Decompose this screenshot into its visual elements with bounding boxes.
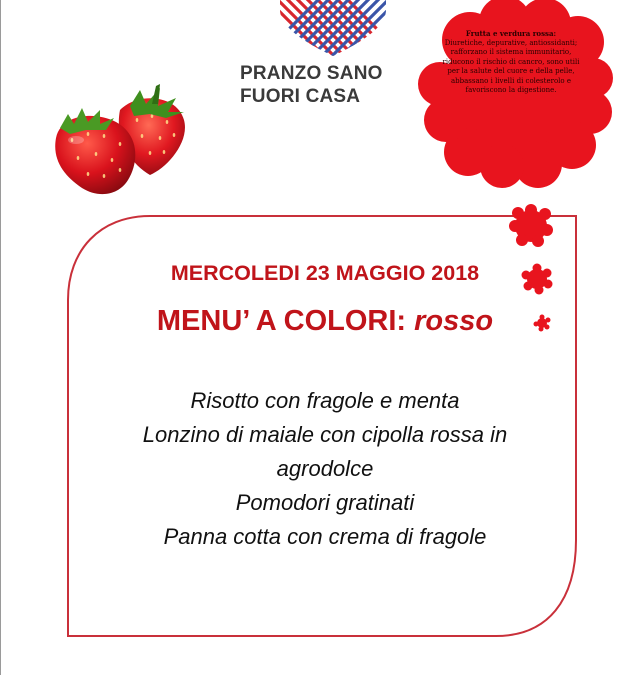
logo-line-2: FUORI CASA xyxy=(240,86,361,107)
heart-grid-logo-icon xyxy=(278,0,388,56)
info-cloud-text xyxy=(442,29,580,96)
dish-item: Risotto con fragole e menta xyxy=(190,388,460,413)
page-left-edge xyxy=(0,0,1,675)
dish-item: agrodolce xyxy=(276,456,374,481)
info-cloud-body: Diuretiche, depurative, antiossidanti; rafforzano il sistema immunitario, riducono il rischio di cancro, sono utili per la salute del cuore e della pelle, abbassano i livelli di colesterolo e favoriscono la digestione. xyxy=(442,38,580,94)
info-cloud-title: Frutta e verdura rossa: xyxy=(465,29,557,38)
strawberries-image xyxy=(42,80,202,200)
menu-title-color: rosso xyxy=(414,305,494,337)
menu-title-prefix: MENU’ A COLORI: xyxy=(156,305,415,337)
dish-item: Panna cotta con crema di fragole xyxy=(163,524,487,549)
red-scalloped-dot-icon xyxy=(509,204,553,247)
dish-item: Lonzino di maiale con cipolla rossa in xyxy=(142,422,508,447)
menu-date: MERCOLEDI 23 MAGGIO 2018 xyxy=(170,261,480,285)
dish-item: Pomodori gratinati xyxy=(235,490,415,515)
logo-line-1: PRANZO SANO xyxy=(240,63,383,84)
dish-list xyxy=(70,384,580,554)
menu-title xyxy=(80,301,570,341)
